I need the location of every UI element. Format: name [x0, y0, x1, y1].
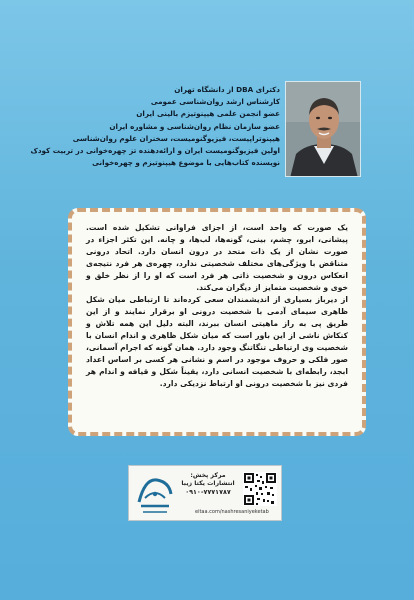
author-photo	[285, 81, 361, 177]
publisher-website[interactable]: eitaa.com/nashresaniyeketab	[195, 509, 269, 515]
publisher-box	[128, 465, 282, 521]
author-bio	[30, 84, 280, 169]
bio-line: کارشناس ارشد روان‌شناسی عمومی	[150, 97, 280, 107]
description-paragraph: از دیرباز بسیاری از اندیشمندان سعی کرده‌اند تا ارتباطی میان شکل ظاهری سیمای آدمی با شخصیت درونی او برقرار نمایند و از این طریق پی به راز ماهیتی انسان ببرند، البته دلیل این همه تلاش و کنکاش ناشی از این باور است که میان شکل ظاهری و اندام انسان با شخصیت وی ارتباطی تنگاتنگ وجود دارد. همان گونه که اجرام آسمانی، صور فلکی و حروف موجود در اسم و نشانی هر کسی بر اساس اعداد ابجد، رابطه‌ای با شخصیت انسانی دارد، یقیناً شکل و قیافه و اندام هر فردی نیز با شخصیت درونی او ارتباط نزدیکی دارد.	[86, 295, 348, 388]
bio-line: عضو انجمن علمی هیپنوتیزم بالینی ایران	[136, 109, 280, 119]
bio-line: هیپنوتراپیست، فیزیوگنومیست، سخنران علوم روان‌شناسی	[72, 133, 280, 143]
bio-line: اولین فیزیوگنومیست ایران و ارائه‌دهنده تز چهره‌خوانی در تربیت کودک	[30, 146, 280, 156]
author-portrait-image	[286, 82, 361, 177]
publisher-logo-icon	[135, 472, 175, 516]
bio-line: نویسنده کتاب‌هایی با موضوع هیپنوتیزم و چهره‌خوانی	[92, 158, 280, 168]
publisher-label: مرکز پخش:	[190, 472, 226, 479]
description-paragraph: یک صورت که واحد است، از اجزای فراوانی تشکیل شده است. پیشانی، ابرو، چشم، بینی، گونه‌ها، لب‌ها، و چانه. این تکثر اجزاء در صورت نشان از یک ذات متحد در درون انسان دارد. اتحاد درونی متناقض با ویژگی‌های مختلف شخصیتی ندارد، چهره‌ی هر فرد نتیجه‌ی انعکاس درون و شخصیت ذاتی هر فرد است که او را از نظر خلق و خوی و شخصیت متمایز از دیگران می‌کند.	[86, 223, 348, 292]
bio-line: عضو سازمان نظام روان‌شناسی و مشاوره ایران	[109, 121, 280, 131]
bio-line: دکترای DBA از دانشگاه تهران	[174, 85, 280, 94]
publisher-name: انتشارات یکتا زیبا	[181, 480, 235, 487]
description-box	[68, 208, 366, 436]
publisher-phone: ۰۹۱۰-۷۷۷۱۷۸۷	[185, 488, 231, 496]
publisher-info	[178, 472, 238, 497]
qr-code-icon	[243, 472, 277, 506]
